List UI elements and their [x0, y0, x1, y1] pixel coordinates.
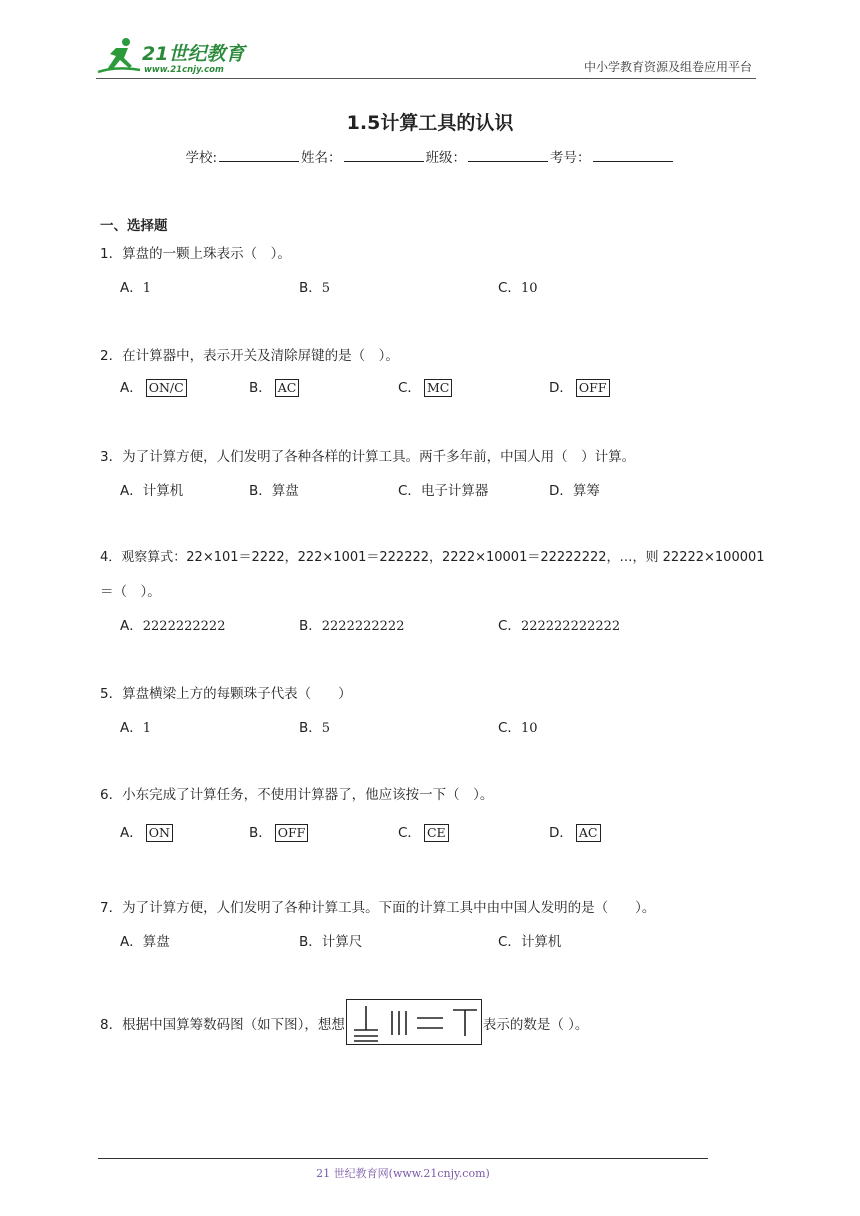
student-info-line — [0, 146, 860, 166]
q7-option-c[interactable]: C．计算机 — [498, 934, 562, 950]
logo-sub-text: www.21cnjy.com — [144, 65, 224, 75]
question-8-text-before: 8．根据中国算筹数码图（如下图），想想 — [100, 1017, 345, 1033]
q2-option-d[interactable]: D． OFF — [549, 376, 610, 397]
counting-rods-icon — [347, 1000, 481, 1044]
key-mc: MC — [424, 379, 452, 397]
question-4-line-2: ＝（ ）。 — [100, 584, 161, 600]
question-7: 7．为了计算方便，人们发明了各种计算工具。下面的计算工具中由中国人发明的是（ ）。 — [100, 900, 656, 916]
question-8 — [100, 1002, 588, 1048]
q3-option-a[interactable]: A．计算机 — [120, 483, 184, 499]
q2-option-b[interactable]: B． AC — [249, 376, 299, 397]
counting-rods-figure — [346, 999, 482, 1045]
site-logo — [96, 36, 266, 76]
class-blank[interactable] — [468, 148, 548, 162]
q2-option-c[interactable]: C． MC — [398, 376, 452, 397]
q6-option-b[interactable]: B． OFF — [249, 821, 308, 842]
name-blank[interactable] — [344, 148, 424, 162]
q6-option-d[interactable]: D． AC — [549, 821, 601, 842]
key-on: ON — [146, 824, 173, 842]
class-label: 班级： — [425, 150, 467, 166]
page-header — [96, 36, 756, 79]
key-ac: AC — [275, 379, 300, 397]
section-heading: 一、选择题 — [100, 218, 168, 234]
q4-option-c[interactable]: C．222222222222 — [498, 618, 621, 634]
q4-option-b[interactable]: B．2222222222 — [299, 618, 405, 634]
footer-divider — [98, 1158, 708, 1159]
question-3: 3．为了计算方便，人们发明了各种各样的计算工具。两千多年前，中国人用（ ）计算。 — [100, 449, 636, 465]
runner-icon — [98, 38, 140, 72]
key-off: OFF — [275, 824, 309, 842]
question-4: 4．观察算式：22×101＝2222，222×1001＝222222，2222×10001＝22222222，…，则 22222×100001 — [100, 550, 765, 565]
question-8-text-after: 表示的数是（ ）。 — [482, 1017, 589, 1033]
question-1: 1．算盘的一颗上珠表示（ ）。 — [100, 246, 291, 262]
exam-no-label: 考号： — [550, 150, 591, 166]
q5-option-b[interactable]: B．5 — [299, 720, 331, 736]
page-title: 1.5计算工具的认识 — [346, 112, 514, 134]
key-off: OFF — [576, 379, 610, 397]
q6-option-c[interactable]: C． CE — [398, 821, 449, 842]
q3-option-c[interactable]: C．电子计算器 — [398, 483, 489, 499]
school-label: 学校: — [185, 150, 218, 166]
key-on-c: ON/C — [146, 379, 187, 397]
q1-option-c[interactable]: C．10 — [498, 280, 538, 296]
name-label: 姓名： — [301, 150, 342, 166]
logo-main-text: 21世纪教育 — [142, 43, 245, 65]
q5-option-a[interactable]: A．1 — [120, 720, 152, 736]
question-6: 6．小东完成了计算任务，不使用计算器了，他应该按一下（ ）。 — [100, 787, 494, 803]
question-5: 5．算盘横梁上方的每颗珠子代表（ ） — [100, 686, 352, 702]
q4-option-a[interactable]: A．2222222222 — [120, 618, 226, 634]
q6-option-a[interactable]: A． ON — [120, 821, 173, 842]
footer-link[interactable]: 21 世纪教育网(www.21cnjy.com) — [316, 1167, 490, 1180]
school-blank[interactable] — [219, 148, 299, 162]
q1-option-b[interactable]: B．5 — [299, 280, 331, 296]
key-ce: CE — [424, 824, 449, 842]
question-2: 2．在计算器中，表示开关及清除屏键的是（ ）。 — [100, 348, 399, 364]
q2-option-a[interactable]: A． ON/C — [120, 376, 187, 397]
q7-option-a[interactable]: A．算盘 — [120, 934, 170, 950]
q1-option-a[interactable]: A．1 — [120, 280, 152, 296]
key-ac: AC — [576, 824, 601, 842]
exam-no-blank[interactable] — [593, 148, 673, 162]
q7-option-b[interactable]: B．计算尺 — [299, 934, 363, 950]
q5-option-c[interactable]: C．10 — [498, 720, 538, 736]
q3-option-b[interactable]: B．算盘 — [249, 483, 299, 499]
platform-name: 中小学教育资源及组卷应用平台 — [583, 60, 752, 74]
q3-option-d[interactable]: D．算筹 — [549, 483, 600, 499]
